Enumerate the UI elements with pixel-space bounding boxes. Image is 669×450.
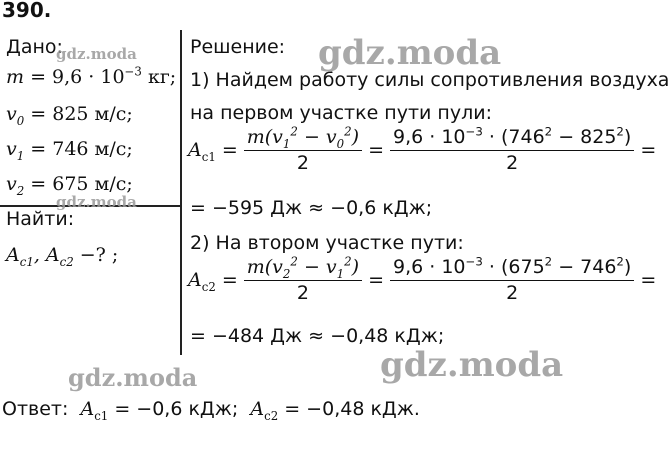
equation-2-result: = −484 Дж ≈ −0,48 кДж; bbox=[190, 325, 445, 347]
solution-heading: Решение: bbox=[190, 36, 286, 58]
answer-line: Ответ: $A_{c1} = -0,6$ кДж; $A_{c2} = -0,48$ кДж. bbox=[2, 398, 420, 423]
watermark: gdz.moda bbox=[380, 345, 564, 385]
given-heading: Дано: bbox=[6, 36, 63, 58]
given-v2: $v_2 = 675$ м/с; bbox=[6, 173, 133, 198]
given-v1: $v_1 = 746$ м/с; bbox=[6, 138, 133, 163]
equation-1-result: = −595 Дж ≈ −0,6 кДж; bbox=[190, 197, 433, 219]
answer-label: Ответ: bbox=[2, 398, 69, 420]
watermark: gdz.moda bbox=[56, 45, 137, 63]
equation-2: $A_{c2}$ = $\frac{m(v_2^2 - v_1^2)}{2}$ = $\frac{9,6 \cdot 10^{-3} \cdot (675^2 - 746^2)}{2}$ = bbox=[188, 254, 657, 304]
problem-number: 390. bbox=[2, 0, 52, 22]
vertical-divider bbox=[180, 30, 182, 355]
watermark: gdz.moda bbox=[68, 363, 198, 392]
equation-1: $A_{c1}$ = $\frac{m(v_1^2 - v_0^2)}{2}$ = $\frac{9,6 \cdot 10^{-3} \cdot (746^2 - 825^2)}{2}$ = bbox=[188, 124, 657, 174]
find-heading: Найти: bbox=[6, 208, 75, 230]
solution-step2: 2) На втором участке пути: bbox=[190, 232, 464, 254]
given-mass: $m = 9,6 \cdot 10^{-3}$ кг; bbox=[6, 64, 177, 88]
watermark: gdz.moda bbox=[318, 33, 502, 73]
solution-step1b: на первом участке пути пули: bbox=[190, 102, 492, 124]
solution-step1: 1) Найдем работу силы сопротивления воздуха bbox=[190, 69, 669, 91]
given-v0: $v_0 = 825$ м/с; bbox=[6, 103, 133, 128]
watermark: gdz.moda bbox=[56, 193, 137, 211]
find-items: $A_{c1}$, $A_{c2}$ −? ; bbox=[6, 244, 119, 269]
